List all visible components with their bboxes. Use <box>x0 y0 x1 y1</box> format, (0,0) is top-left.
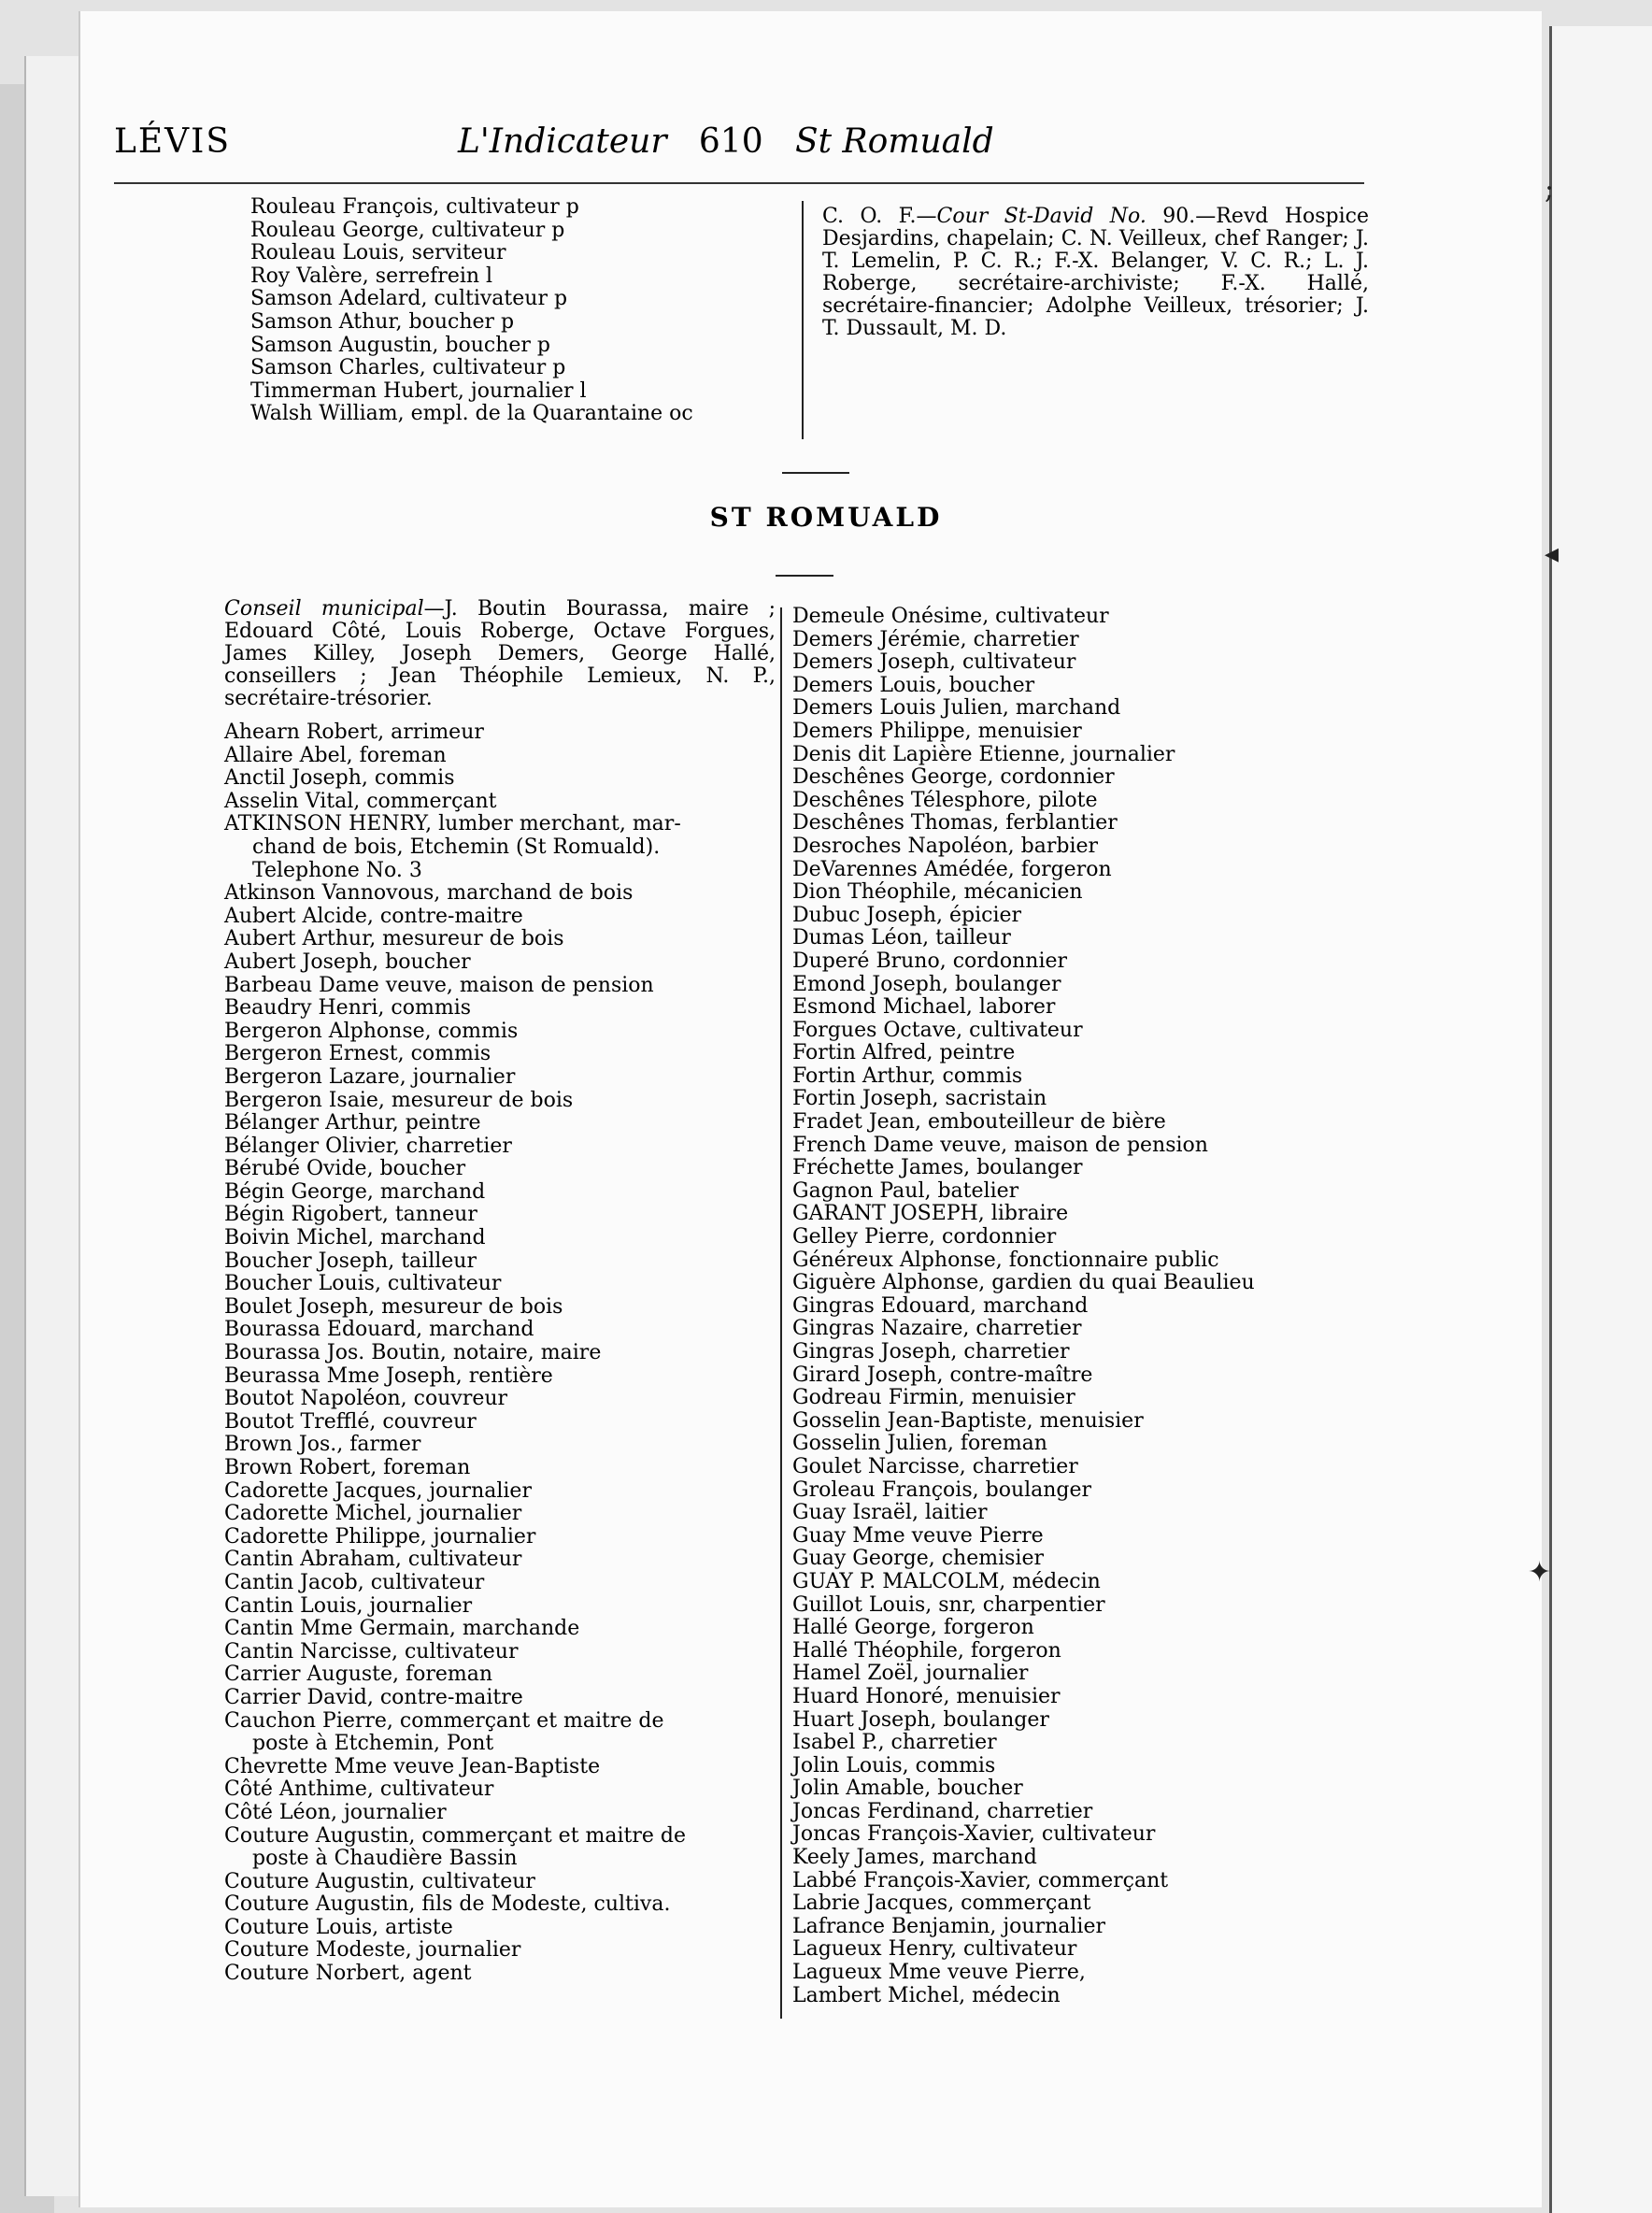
directory-entry: Cadorette Jacques, journalier <box>224 1478 532 1503</box>
directory-entry: Cauchon Pierre, commerçant et maitre de <box>224 1708 664 1733</box>
directory-entry: Boulet Joseph, mesureur de bois <box>224 1294 563 1319</box>
directory-entry: Cantin Mme Germain, marchande <box>224 1617 580 1641</box>
directory-entry: Dion Théophile, mécanicien <box>792 880 1083 905</box>
directory-entry: Emond Joseph, boulanger <box>792 972 1061 996</box>
directory-entry: Carrier David, contre-maitre <box>224 1685 523 1709</box>
directory-entry: Cadorette Michel, journalier <box>224 1502 522 1526</box>
directory-entry: Couture Augustin, cultivateur <box>224 1869 535 1893</box>
directory-entry: Allaire Abel, foreman <box>224 743 447 767</box>
directory-entry: Boutot Napoléon, couvreur <box>224 1387 508 1411</box>
society-prefix: C. O. F.— <box>822 205 937 228</box>
directory-entry: Bélanger Arthur, peintre <box>224 1111 481 1135</box>
directory-entry: Beaudry Henri, commis <box>224 996 472 1021</box>
page-number: 610 <box>698 122 763 161</box>
directory-entry: Joncas Ferdinand, charretier <box>792 1799 1093 1823</box>
directory-entry: Cadorette Philippe, journalier <box>224 1524 536 1549</box>
section-rule-bottom <box>776 575 833 577</box>
directory-entry: Samson Athur, boucher p <box>250 309 515 334</box>
conseil-label: Conseil municipal <box>224 597 424 621</box>
directory-entry: Joncas François-Xavier, cultivateur <box>792 1822 1156 1847</box>
running-header <box>114 117 1364 184</box>
directory-entry: poste à Chaudière Bassin <box>252 1847 518 1871</box>
directory-entry: Couture Augustin, fils de Modeste, cultiva. <box>224 1892 671 1917</box>
directory-entry: Boivin Michel, marchand <box>224 1226 486 1250</box>
directory-entry: Cantin Jacob, cultivateur <box>224 1570 485 1594</box>
column-divider <box>802 201 804 439</box>
directory-entry: Samson Adelard, cultivateur p <box>250 287 568 311</box>
directory-entry: Demeule Onésime, cultivateur <box>792 605 1109 628</box>
directory-entry: Goulet Narcisse, charretier <box>792 1454 1078 1478</box>
directory-entry: Labrie Jacques, commerçant <box>792 1892 1091 1916</box>
directory-entry: Brown Robert, foreman <box>224 1456 471 1479</box>
society-officers: 90.—Revd Hospice Desjardins, chapelain; C. N. Veilleux, chef Ranger; J. T. Lemelin, P. C. R.; F.-X. Belanger, V. C. R.; L. J. Roberge, secrétaire-archiviste; F.-X. Hallé, secrétaire-financier; Adolphe Veilleux, trésorier; J. T. Dussault, M. D. <box>822 205 1370 340</box>
directory-entry: Barbeau Dame veuve, maison de pension <box>224 973 654 997</box>
directory-entry: Gingras Joseph, charretier <box>792 1340 1070 1363</box>
directory-entry: Atkinson Vannovous, marchand de bois <box>224 881 634 906</box>
directory-entry: Jolin Amable, boucher <box>792 1777 1023 1801</box>
directory-entry: Demers Jérémie, charretier <box>792 627 1079 651</box>
header-title-group <box>458 122 994 161</box>
directory-entry: Gosselin Julien, foreman <box>792 1432 1047 1456</box>
directory-entry: Denis dit Lapière Etienne, journalier <box>792 742 1175 766</box>
directory-entry: Rouleau George, cultivateur p <box>250 218 565 242</box>
directory-entry: Huart Joseph, boulanger <box>792 1707 1049 1732</box>
directory-entry: Telephone No. 3 <box>252 858 422 882</box>
directory-entry: Esmond Michael, laborer <box>792 995 1056 1020</box>
directory-entry: Fortin Joseph, sacristain <box>792 1087 1047 1111</box>
directory-entry: Rouleau Louis, serviteur <box>250 241 506 265</box>
directory-entry: Timmerman Hubert, journalier l <box>250 378 587 403</box>
directory-entry: Brown Jos., farmer <box>224 1433 421 1457</box>
directory-entry: Godreau Firmin, menuisier <box>792 1386 1075 1410</box>
directory-entry: Lambert Michel, médecin <box>792 1983 1061 2007</box>
directory-entry: Bélanger Olivier, charretier <box>224 1134 512 1158</box>
directory-entry: Jolin Louis, commis <box>792 1753 996 1778</box>
directory-entry: Côté Léon, journalier <box>224 1800 447 1824</box>
directory-entry: Deschênes Télesphore, pilote <box>792 788 1098 812</box>
directory-entry: Hallé George, forgeron <box>792 1616 1034 1640</box>
directory-entry: Bergeron Lazare, journalier <box>224 1064 516 1089</box>
directory-entry: Demers Philippe, menuisier <box>792 719 1082 743</box>
directory-entry: DeVarennes Amédée, forgeron <box>792 857 1112 881</box>
directory-entry: Couture Norbert, agent <box>224 1962 472 1986</box>
directory-entry: Desroches Napoléon, barbier <box>792 834 1099 858</box>
directory-entry: Lagueux Mme veuve Pierre, <box>792 1961 1086 1985</box>
page-mark: ◂ <box>1545 537 1559 570</box>
directory-entry: Gingras Edouard, marchand <box>792 1293 1089 1318</box>
directory-entry: Couture Modeste, journalier <box>224 1938 521 1963</box>
directory-entry: French Dame veuve, maison de pension <box>792 1133 1208 1157</box>
directory-entry: Walsh William, empl. de la Quarantaine oc <box>250 402 693 426</box>
directory-entry: Gosselin Jean-Baptiste, menuisier <box>792 1408 1144 1433</box>
directory-entry: Giguère Alphonse, gardien du quai Beaulieu <box>792 1271 1255 1295</box>
directory-entry: Cantin Abraham, cultivateur <box>224 1548 522 1572</box>
directory-entry: Bergeron Isaie, mesureur de bois <box>224 1088 574 1112</box>
directory-entry: Asselin Vital, commerçant <box>224 789 497 813</box>
top-right-column <box>822 206 1369 340</box>
directory-entry: Gingras Nazaire, charretier <box>792 1317 1082 1341</box>
directory-entry: Boutot Trefflé, couvreur <box>224 1409 477 1434</box>
directory-entry: Ahearn Robert, arrimeur <box>224 721 484 744</box>
society-notice <box>822 206 1369 340</box>
directory-entry: Couture Louis, artiste <box>224 1915 453 1939</box>
directory-entry: Aubert Arthur, mesureur de bois <box>224 927 564 951</box>
directory-entry: Duperé Bruno, cordonnier <box>792 949 1068 973</box>
society-name: Cour St-David No. <box>936 205 1146 228</box>
previous-page-edge <box>24 56 82 2196</box>
directory-entry: Guay Mme veuve Pierre <box>792 1523 1044 1548</box>
directory-entry: Gagnon Paul, batelier <box>792 1178 1019 1203</box>
directory-entry: Isabel P., charretier <box>792 1731 997 1755</box>
directory-entry: GARANT JOSEPH, libraire <box>792 1202 1069 1226</box>
directory-entry: Bourassa Edouard, marchand <box>224 1318 534 1342</box>
directory-entry: Bergeron Ernest, commis <box>224 1042 491 1066</box>
directory-entry: Bégin George, marchand <box>224 1179 486 1204</box>
column-divider <box>780 607 782 2019</box>
directory-entry: GUAY P. MALCOLM, médecin <box>792 1569 1101 1593</box>
directory-entry: Huard Honoré, menuisier <box>792 1684 1061 1708</box>
directory-entry: Bergeron Alphonse, commis <box>224 1019 519 1043</box>
directory-entry: Rouleau François, cultivateur p <box>250 195 579 219</box>
directory-entry: Samson Charles, cultivateur p <box>250 356 566 380</box>
directory-entry: Dumas Léon, tailleur <box>792 926 1011 950</box>
directory-entry: Chevrette Mme veuve Jean-Baptiste <box>224 1754 601 1778</box>
header-city: LÉVIS <box>114 122 232 161</box>
directory-entry: Deschênes George, cordonnier <box>792 765 1115 790</box>
directory-entry: Roy Valère, serrefrein l <box>250 264 493 288</box>
directory-entry: Labbé François-Xavier, commerçant <box>792 1868 1169 1892</box>
directory-entry: Guay Israël, laitier <box>792 1501 988 1525</box>
next-page-edge <box>1528 26 1652 2213</box>
directory-entry: Côté Anthime, cultivateur <box>224 1778 494 1802</box>
directory-entry: Généreux Alphonse, fonctionnaire public <box>792 1248 1219 1272</box>
directory-entry: Boucher Joseph, tailleur <box>224 1249 477 1273</box>
directory-entry: Samson Augustin, boucher p <box>250 333 550 357</box>
directory-entry: Deschênes Thomas, ferblantier <box>792 811 1118 835</box>
directory-entry: Aubert Joseph, boucher <box>224 949 471 974</box>
page-mark: ✦ <box>1528 1556 1552 1589</box>
directory-entry: Demers Louis, boucher <box>792 673 1035 697</box>
header-publication: L'Indicateur <box>458 122 667 161</box>
directory-entry: Bérubé Ovide, boucher <box>224 1157 466 1181</box>
directory-entry: Bourassa Jos. Boutin, notaire, maire <box>224 1341 602 1365</box>
main-left-column <box>224 598 776 1986</box>
directory-entry: Hamel Zoël, journalier <box>792 1662 1029 1686</box>
directory-entry: Girard Joseph, contre-maître <box>792 1363 1093 1387</box>
directory-entry: Forgues Octave, cultivateur <box>792 1018 1083 1042</box>
directory-entry: Fréchette James, boulanger <box>792 1156 1083 1180</box>
directory-entry: Gelley Pierre, cordonnier <box>792 1225 1057 1249</box>
directory-entry: Anctil Joseph, commis <box>224 766 455 791</box>
directory-entry: Cantin Narcisse, cultivateur <box>224 1639 519 1663</box>
directory-entry: Groleau François, boulanger <box>792 1478 1092 1502</box>
directory-entry: Demers Louis Julien, marchand <box>792 696 1121 721</box>
directory-entry: Fortin Arthur, commis <box>792 1064 1023 1088</box>
section-title: ST ROMUALD <box>709 502 943 533</box>
header-locality: St Romuald <box>794 122 994 161</box>
directory-entry: Lafrance Benjamin, journalier <box>792 1914 1105 1938</box>
directory-entry: Beurassa Mme Joseph, rentière <box>224 1363 553 1388</box>
left-directory-list <box>224 721 776 1986</box>
directory-entry: Carrier Auguste, foreman <box>224 1663 493 1687</box>
directory-entry: chand de bois, Etchemin (St Romuald). <box>252 835 661 859</box>
directory-entry: Cantin Louis, journalier <box>224 1593 473 1618</box>
directory-entry: Guillot Louis, snr, charpentier <box>792 1592 1105 1617</box>
directory-entry: Boucher Louis, cultivateur <box>224 1272 502 1296</box>
directory-entry: Guay George, chemisier <box>792 1547 1044 1571</box>
directory-entry: Fortin Alfred, peintre <box>792 1041 1016 1065</box>
directory-entry: Keely James, marchand <box>792 1846 1037 1870</box>
directory-entry: ATKINSON HENRY, lumber merchant, mar- <box>224 812 681 836</box>
section-rule-top <box>782 472 849 474</box>
page-mark: ; <box>1545 173 1555 206</box>
directory-entry: Hallé Théophile, forgeron <box>792 1638 1061 1663</box>
directory-entry: Demers Joseph, cultivateur <box>792 650 1076 675</box>
directory-entry: Couture Augustin, commerçant et maitre de <box>224 1823 687 1848</box>
right-directory-list <box>792 606 1353 2007</box>
conseil-municipal <box>224 598 776 710</box>
directory-entry: poste à Etchemin, Pont <box>252 1732 494 1756</box>
directory-entry: Bégin Rigobert, tanneur <box>224 1203 477 1227</box>
top-left-column <box>250 196 792 426</box>
directory-entry: Lagueux Henry, cultivateur <box>792 1937 1077 1962</box>
conseil-members: —J. Boutin Bourassa, maire ; Edouard Côté, Louis Roberge, Octave Forgues, James Killey, Joseph Demers, George Hallé, conseillers ; Jean Théophile Lemieux, N. P., secrétaire-trésorier. <box>224 597 776 710</box>
directory-entry: Dubuc Joseph, épicier <box>792 903 1022 927</box>
directory-entry: Aubert Alcide, contre-maitre <box>224 904 523 928</box>
directory-entry: Fradet Jean, embouteilleur de bière <box>792 1110 1166 1135</box>
